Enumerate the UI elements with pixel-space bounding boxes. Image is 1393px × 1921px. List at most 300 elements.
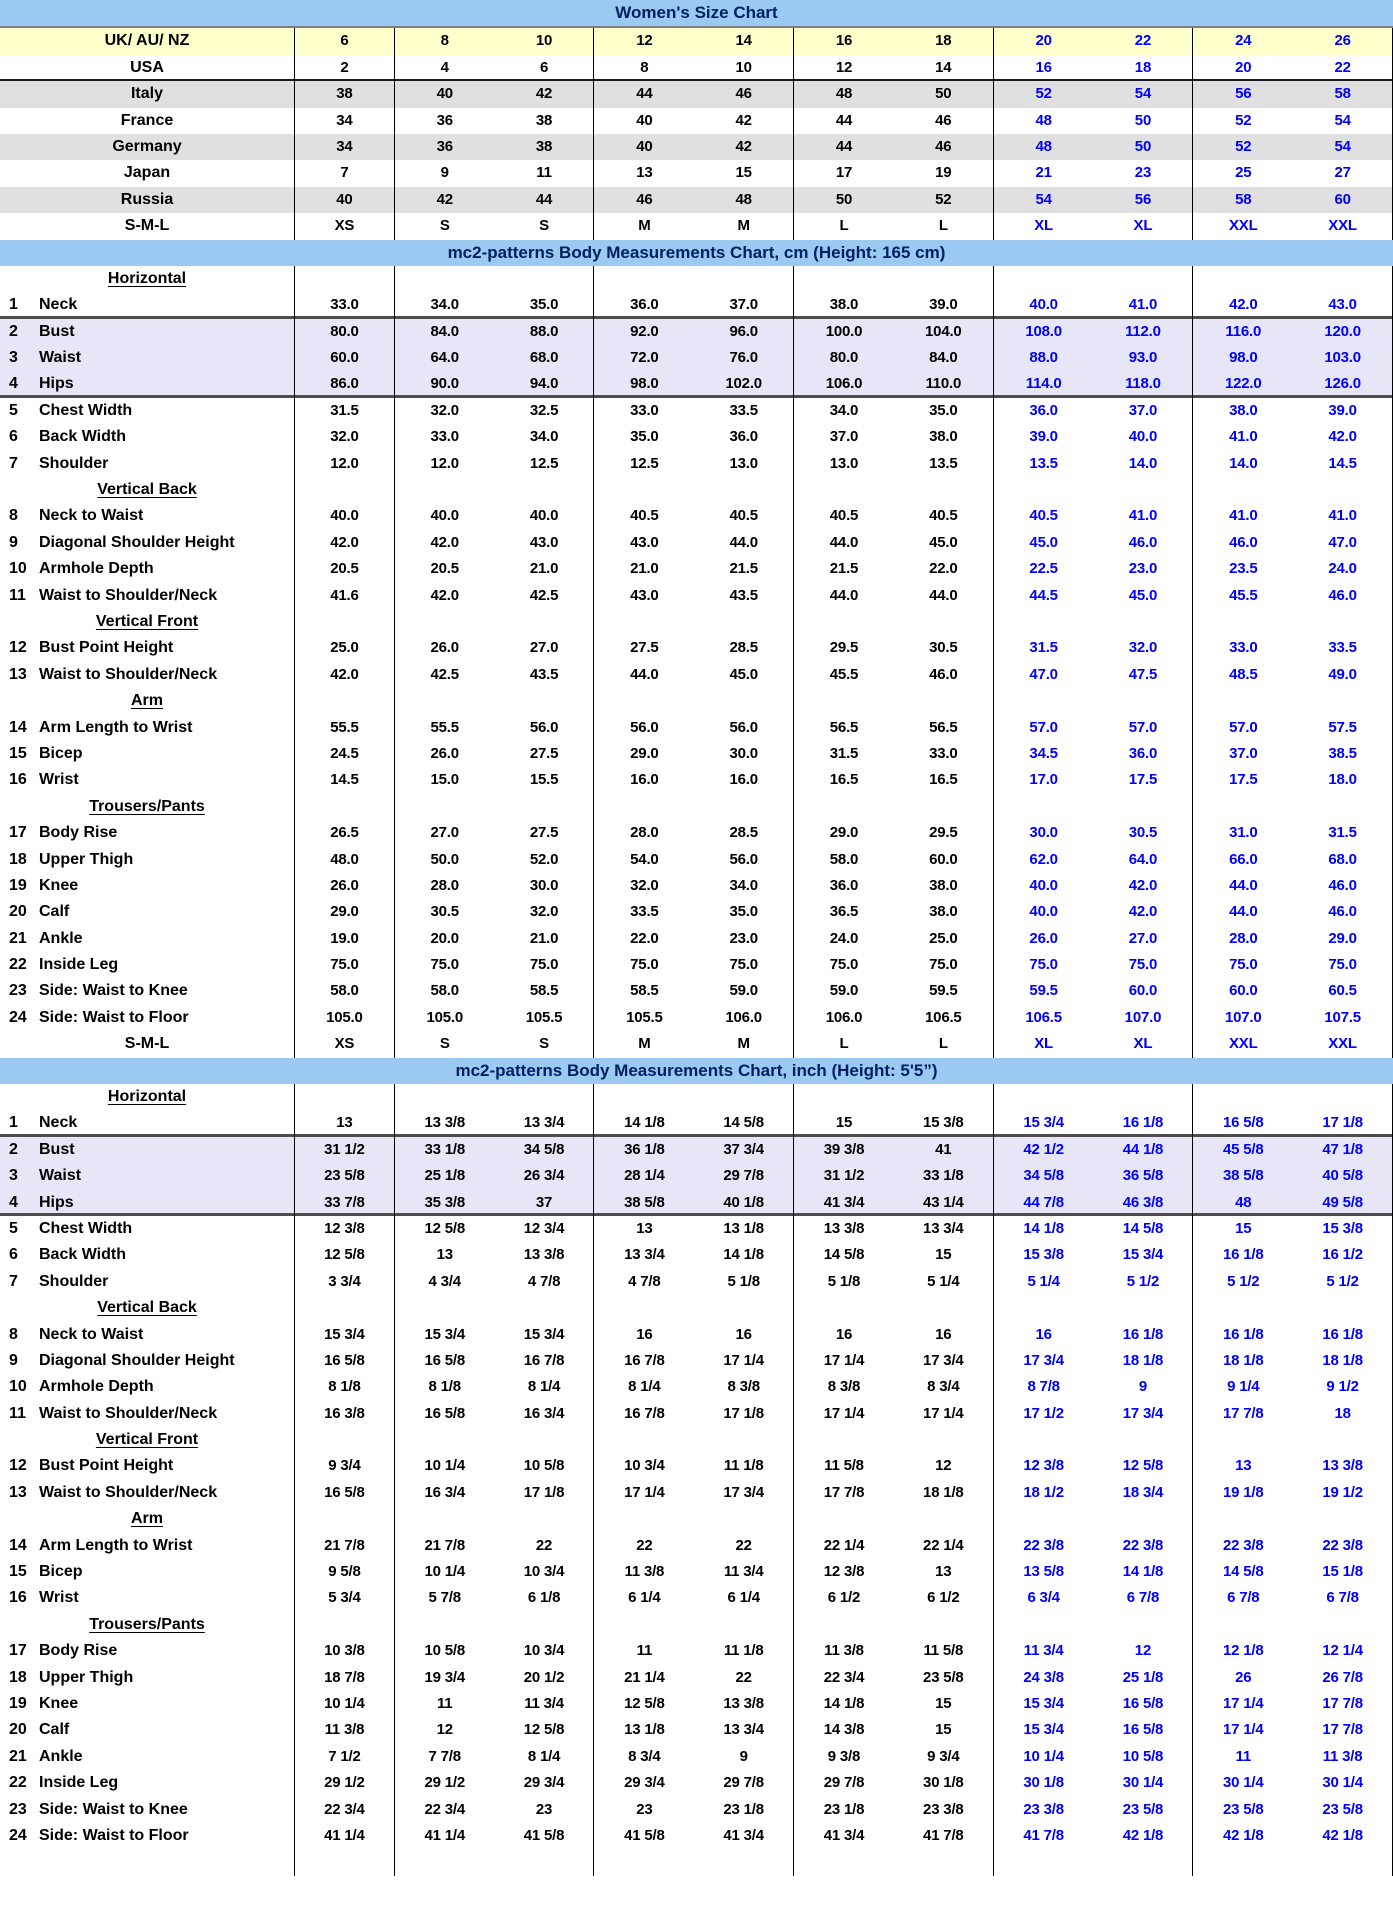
value-cell: 16 <box>894 1322 994 1348</box>
group-header-label <box>0 1506 295 1532</box>
value-cell: 15 3/4 <box>1094 1242 1194 1268</box>
row-label <box>0 1770 295 1796</box>
value-cell: 10 5/8 <box>1094 1744 1194 1770</box>
value-cell <box>994 1295 1094 1321</box>
value-cell: 43.0 <box>630 586 659 604</box>
value-cell: 30.5 <box>894 635 994 661</box>
value-cell: 16 5/8 <box>1094 1717 1194 1743</box>
value-cell: 37 3/4 <box>694 1137 794 1163</box>
value-cell <box>395 1084 495 1110</box>
value-cell: 11 3/4 <box>1023 1642 1064 1660</box>
table-row <box>0 213 1393 239</box>
group-header-label <box>0 477 295 503</box>
group-header-row <box>0 1084 1393 1110</box>
row-number: 24 <box>9 1826 27 1844</box>
table-row <box>0 81 1393 107</box>
value-cell <box>694 1506 794 1532</box>
row-number: 8 <box>9 507 18 525</box>
group-header-row <box>0 609 1393 635</box>
row-label-text: Upper Thigh <box>39 850 134 868</box>
value-cell: 107.0 <box>1224 1008 1262 1026</box>
value-cell: 4 7/8 <box>495 1269 595 1295</box>
row-label <box>0 1533 295 1559</box>
value-cell: 14 5/8 <box>694 1110 794 1136</box>
value-cell: 94.0 <box>495 371 595 397</box>
value-cell: 17 1/4 <box>1223 1695 1264 1712</box>
value-cell: 49.0 <box>1293 662 1393 688</box>
value-cell: 42.0 <box>295 662 395 688</box>
group-header-label <box>0 1295 295 1321</box>
row-label <box>0 767 295 793</box>
value-cell: 18 <box>1094 55 1194 81</box>
value-cell: 18 7/8 <box>295 1665 395 1691</box>
row-label <box>0 1638 295 1664</box>
value-cell: 54 <box>1293 108 1393 134</box>
group-header-label <box>0 1612 295 1638</box>
value-cell: 10 1/4 <box>1023 1747 1064 1765</box>
inch-section-header: mc2-patterns Body Measurements Chart, inch (Height: 5'5”) <box>0 1058 1393 1084</box>
group-header-row <box>0 688 1393 714</box>
value-cell: 57.0 <box>1229 718 1258 736</box>
value-cell: 14 1/8 <box>624 1114 665 1132</box>
value-cell: 30 1/4 <box>1293 1770 1393 1796</box>
value-cell: 15 <box>894 1242 994 1268</box>
value-cell: 34 5/8 <box>1023 1167 1064 1185</box>
value-cell <box>1193 266 1293 292</box>
value-cell: 36.0 <box>630 296 659 314</box>
value-cell: 34 <box>295 134 395 160</box>
value-cell: 3 3/4 <box>295 1269 395 1295</box>
table-row <box>0 345 1393 371</box>
group-header-label <box>0 688 295 714</box>
value-cell: 106.0 <box>694 1005 794 1031</box>
value-cell: 24.5 <box>295 741 395 767</box>
value-cell: 41 5/8 <box>495 1823 595 1849</box>
value-cell: 105.5 <box>626 1008 663 1026</box>
value-cell: 32.0 <box>430 401 459 419</box>
value-cell: 11 3/4 <box>495 1691 595 1717</box>
value-cell: 12 3/8 <box>1023 1457 1064 1475</box>
value-cell <box>1094 1295 1194 1321</box>
value-cell: 14 <box>694 28 794 54</box>
value-cell <box>1293 609 1393 635</box>
value-cell: 22 <box>495 1533 595 1559</box>
row-number: 22 <box>9 1774 27 1792</box>
value-cell: 17 3/4 <box>1094 1401 1194 1427</box>
value-cell: 17.5 <box>1094 767 1194 793</box>
value-cell: 15 3/4 <box>1023 1721 1064 1739</box>
value-cell <box>495 1506 595 1532</box>
group-header-label <box>0 609 295 635</box>
value-cell: 6 1/2 <box>894 1585 994 1611</box>
value-cell: 7 1/2 <box>295 1744 395 1770</box>
value-cell: 11 <box>495 160 595 186</box>
value-cell: 38.0 <box>829 296 859 314</box>
value-cell: 35.0 <box>630 428 659 446</box>
row-label <box>0 1110 295 1136</box>
value-cell: 30 1/4 <box>1223 1774 1264 1792</box>
value-cell: 9 <box>440 164 449 182</box>
group-header-row <box>0 1427 1393 1453</box>
value-cell: 40.5 <box>630 507 659 525</box>
value-cell: M <box>638 217 651 235</box>
group-header-label <box>0 794 295 820</box>
value-cell: 9 1/2 <box>1293 1374 1393 1400</box>
table-row <box>0 398 1393 424</box>
value-cell: 29.5 <box>829 639 859 657</box>
row-label-text: Chest Width <box>39 1219 133 1237</box>
value-cell: 15 <box>894 1717 994 1743</box>
value-cell: 88.0 <box>1029 349 1058 367</box>
value-cell: 15 3/4 <box>1023 1695 1064 1712</box>
value-cell: 15 <box>894 1691 994 1717</box>
value-cell: 13 <box>636 164 653 182</box>
value-cell: 22 <box>1094 28 1194 54</box>
value-cell: 21.5 <box>829 560 859 578</box>
value-cell: 30.0 <box>694 741 794 767</box>
value-cell: 22 <box>694 1533 794 1559</box>
table-row <box>0 319 1393 345</box>
row-number: 10 <box>9 1378 27 1396</box>
row-label-text: Shoulder <box>39 1272 109 1290</box>
value-cell: 15 <box>835 1114 853 1132</box>
value-cell: 17 1/2 <box>1023 1404 1064 1422</box>
value-cell <box>495 266 595 292</box>
value-cell: XL <box>1094 213 1194 239</box>
value-cell: 16 <box>1035 58 1052 76</box>
value-cell <box>1094 477 1194 503</box>
value-cell: 12.5 <box>630 454 659 472</box>
value-cell <box>594 1612 694 1638</box>
row-number: 9 <box>9 1351 18 1369</box>
row-label <box>0 1005 295 1031</box>
value-cell: XS <box>295 213 395 239</box>
value-cell: 16.5 <box>894 767 994 793</box>
value-cell: 9 3/4 <box>894 1744 994 1770</box>
value-cell: 28.0 <box>630 824 659 842</box>
table-row <box>0 134 1393 160</box>
value-cell: 14 1/8 <box>1094 1559 1194 1585</box>
value-cell: 42 <box>694 134 794 160</box>
row-label-text: Arm Length to Wrist <box>39 718 193 736</box>
value-cell: 45.5 <box>829 665 859 683</box>
row-number: 5 <box>9 1219 18 1237</box>
value-cell: 4 3/4 <box>428 1272 461 1290</box>
value-cell: 46.0 <box>894 662 994 688</box>
value-cell: 54 <box>1035 190 1052 208</box>
row-number: 3 <box>9 349 18 367</box>
value-cell: 17 3/4 <box>694 1480 794 1506</box>
row-label <box>0 1797 295 1823</box>
value-cell: 18.0 <box>1293 767 1393 793</box>
value-cell: 107.0 <box>1094 1005 1194 1031</box>
value-cell: 118.0 <box>1094 371 1194 397</box>
row-number: 7 <box>9 1272 18 1290</box>
row-label <box>0 1453 295 1479</box>
value-cell: 56.0 <box>694 847 794 873</box>
value-cell: 40 <box>636 137 653 155</box>
value-cell: 60.0 <box>1094 978 1194 1004</box>
value-cell <box>994 794 1094 820</box>
row-label <box>0 978 295 1004</box>
value-cell <box>994 688 1094 714</box>
value-cell: 22 1/4 <box>894 1533 994 1559</box>
group-header-row <box>0 1506 1393 1532</box>
value-cell: 32.0 <box>1094 635 1194 661</box>
value-cell: 27.0 <box>1094 926 1194 952</box>
value-cell: 26.0 <box>430 744 459 762</box>
value-cell <box>594 1084 694 1110</box>
row-number: 10 <box>9 560 27 578</box>
value-cell <box>1293 477 1393 503</box>
value-cell: 58 <box>1235 190 1252 208</box>
value-cell <box>295 1427 395 1453</box>
row-label <box>0 371 295 397</box>
value-cell: 17 1/4 <box>694 1348 794 1374</box>
value-cell: 23 5/8 <box>1293 1797 1393 1823</box>
value-cell: 20.5 <box>430 560 459 578</box>
value-cell: XXL <box>1228 1035 1258 1053</box>
value-cell: 19.0 <box>295 926 395 952</box>
value-cell: S <box>439 217 450 235</box>
value-cell <box>594 1427 694 1453</box>
table-row <box>0 424 1393 450</box>
value-cell: 12 3/4 <box>495 1216 595 1242</box>
row-label <box>0 1269 295 1295</box>
value-cell: 93.0 <box>1094 345 1194 371</box>
value-cell: 38 5/8 <box>624 1193 665 1211</box>
group-header-row <box>0 794 1393 820</box>
value-cell: 32.0 <box>630 876 659 894</box>
value-cell: 48.0 <box>295 847 395 873</box>
inch-measurements-section <box>0 1084 1393 1849</box>
value-cell: 50 <box>894 81 994 107</box>
value-cell: 14.5 <box>1293 451 1393 477</box>
value-cell: 15.5 <box>495 767 595 793</box>
value-cell: 13.5 <box>1029 454 1058 472</box>
value-cell: 13 <box>295 1110 395 1136</box>
value-cell: 22.0 <box>630 929 659 947</box>
row-label: France <box>0 108 295 134</box>
value-cell: 44.5 <box>1029 586 1058 604</box>
value-cell <box>1193 1295 1293 1321</box>
value-cell: 38 <box>495 134 595 160</box>
value-cell: 29 7/8 <box>694 1770 794 1796</box>
value-cell: 21.0 <box>630 560 659 578</box>
value-cell <box>295 1295 395 1321</box>
value-cell: 30.0 <box>495 873 595 899</box>
value-cell: 44.0 <box>829 586 859 604</box>
value-cell: 35 3/8 <box>424 1193 465 1211</box>
value-cell: 30.5 <box>430 903 459 921</box>
value-cell <box>495 1849 595 1875</box>
row-label <box>0 398 295 424</box>
value-cell: 44 7/8 <box>1023 1193 1064 1211</box>
row-label-text: Neck to Waist <box>39 1325 144 1343</box>
value-cell <box>395 1506 495 1532</box>
value-cell: 39 3/8 <box>823 1140 865 1158</box>
value-cell: 59.5 <box>894 978 994 1004</box>
value-cell: 16 <box>636 1325 653 1343</box>
row-number: 20 <box>9 1721 27 1739</box>
table-row <box>0 1453 1393 1479</box>
value-cell: 12 <box>436 1721 453 1739</box>
value-cell: 17 3/4 <box>894 1348 994 1374</box>
value-cell: 17 7/8 <box>1293 1691 1393 1717</box>
value-cell <box>994 1612 1094 1638</box>
value-cell: 49 5/8 <box>1293 1190 1393 1216</box>
value-cell: 98.0 <box>1229 349 1258 367</box>
value-cell: 15 3/4 <box>295 1322 395 1348</box>
row-label <box>0 1665 295 1691</box>
value-cell: 13 1/8 <box>624 1721 665 1739</box>
value-cell: 16 3/4 <box>424 1483 465 1501</box>
value-cell: 13 1/8 <box>694 1216 794 1242</box>
row-label-text: Arm Length to Wrist <box>39 1536 193 1554</box>
value-cell: 16 1/2 <box>1293 1242 1393 1268</box>
value-cell: 23 3/8 <box>894 1797 994 1823</box>
row-number: 13 <box>9 1483 27 1501</box>
value-cell: L <box>894 213 994 239</box>
value-cell: 90.0 <box>430 375 459 393</box>
value-cell: 6 3/4 <box>1027 1589 1060 1607</box>
value-cell: 16 1/8 <box>1223 1246 1264 1264</box>
value-cell: 21 7/8 <box>295 1533 395 1559</box>
value-cell: XXL <box>1293 1031 1393 1057</box>
value-cell: 38.5 <box>1293 741 1393 767</box>
value-cell: 106.5 <box>894 1005 994 1031</box>
value-cell: 60.0 <box>894 847 994 873</box>
value-cell: 21 <box>1035 164 1052 182</box>
value-cell: 44 <box>495 187 595 213</box>
table-row <box>0 873 1393 899</box>
value-cell: 18 1/2 <box>1023 1483 1064 1501</box>
value-cell: 30 1/8 <box>1023 1774 1064 1792</box>
value-cell: 42.0 <box>430 586 459 604</box>
value-cell: 10 5/8 <box>424 1642 465 1660</box>
table-row <box>0 767 1393 793</box>
value-cell: 75.0 <box>1094 952 1194 978</box>
value-cell: 6 7/8 <box>1094 1585 1194 1611</box>
value-cell: 42 1/8 <box>1094 1823 1194 1849</box>
value-cell <box>395 609 495 635</box>
value-cell: 38.0 <box>894 873 994 899</box>
table-row <box>0 1585 1393 1611</box>
row-label-text: Neck to Waist <box>39 507 144 525</box>
row-label-text: Side: Waist to Floor <box>39 1008 189 1026</box>
value-cell: 23 3/8 <box>1023 1800 1064 1818</box>
value-cell <box>395 1427 495 1453</box>
value-cell <box>694 477 794 503</box>
row-label <box>0 1585 295 1611</box>
value-cell: 40.0 <box>1029 876 1058 894</box>
value-cell: 14 5/8 <box>1094 1216 1194 1242</box>
value-cell: 50 <box>1094 134 1194 160</box>
value-cell: 22 3/4 <box>424 1800 465 1818</box>
value-cell: 75.0 <box>630 956 659 974</box>
value-cell: 46.0 <box>1229 533 1258 551</box>
value-cell: 22 <box>636 1536 653 1554</box>
value-cell: 75.0 <box>894 952 994 978</box>
value-cell: 60.0 <box>295 345 395 371</box>
value-cell: 47.5 <box>1094 662 1194 688</box>
value-cell <box>794 1612 894 1638</box>
value-cell: 23 <box>636 1800 653 1818</box>
row-label-text: Side: Waist to Floor <box>39 1826 189 1844</box>
value-cell: 42.0 <box>295 530 395 556</box>
value-cell: 46 <box>636 190 653 208</box>
row-label <box>0 635 295 661</box>
value-cell: 46 <box>894 108 994 134</box>
value-cell <box>894 266 994 292</box>
value-cell <box>295 1849 395 1875</box>
value-cell: 84.0 <box>430 322 459 340</box>
value-cell: 42 1/8 <box>1223 1826 1264 1844</box>
value-cell: 16.0 <box>694 767 794 793</box>
value-cell: 35.0 <box>495 292 595 318</box>
row-label-text: Chest Width <box>39 401 133 419</box>
value-cell: 40.5 <box>829 507 859 525</box>
row-label-text: Bicep <box>39 744 83 762</box>
value-cell: 46 3/8 <box>1094 1190 1194 1216</box>
row-label-text: Diagonal Shoulder Height <box>39 533 235 551</box>
row-number: 18 <box>9 1668 27 1686</box>
value-cell: 40.0 <box>295 503 395 529</box>
value-cell: 14.0 <box>1094 451 1194 477</box>
row-label <box>0 1137 295 1163</box>
value-cell: 34.0 <box>694 873 794 899</box>
row-number: 14 <box>9 718 27 736</box>
value-cell: 56 <box>1235 85 1252 103</box>
row-number: 1 <box>9 1114 18 1132</box>
row-number: 6 <box>9 1246 18 1264</box>
value-cell: 88.0 <box>495 319 595 345</box>
value-cell <box>1293 1084 1393 1110</box>
value-cell: 48 <box>1035 137 1052 155</box>
value-cell <box>495 609 595 635</box>
value-cell: 52.0 <box>495 847 595 873</box>
value-cell: 6 1/8 <box>495 1585 595 1611</box>
table-row <box>0 1559 1393 1585</box>
value-cell: 19 1/8 <box>1223 1483 1264 1501</box>
row-number: 20 <box>9 903 27 921</box>
row-number: 19 <box>9 876 27 894</box>
row-label <box>0 1348 295 1374</box>
value-cell: 47.0 <box>1029 665 1058 683</box>
value-cell: 26 <box>1235 1668 1252 1686</box>
value-cell: 55.5 <box>295 715 395 741</box>
row-label-text: Side: Waist to Knee <box>39 1800 188 1818</box>
value-cell: 21.0 <box>495 926 595 952</box>
value-cell: 16 5/8 <box>424 1351 465 1369</box>
row-number: 15 <box>9 1563 27 1581</box>
value-cell <box>794 1849 894 1875</box>
value-cell: 16 1/8 <box>1293 1322 1393 1348</box>
value-cell: 45.0 <box>1029 533 1058 551</box>
group-label-text: Horizontal <box>107 1088 187 1106</box>
row-label-text: Diagonal Shoulder Height <box>39 1351 235 1369</box>
row-label-text: Waist <box>39 1167 82 1185</box>
row-label: Japan <box>0 160 295 186</box>
value-cell: 40 <box>636 111 653 129</box>
value-cell: XL <box>1034 1035 1054 1053</box>
value-cell <box>1094 794 1194 820</box>
row-label <box>0 345 295 371</box>
row-label-text: Armhole Depth <box>39 560 154 578</box>
table-row <box>0 1691 1393 1717</box>
value-cell <box>994 1084 1094 1110</box>
value-cell: 7 7/8 <box>428 1747 461 1765</box>
